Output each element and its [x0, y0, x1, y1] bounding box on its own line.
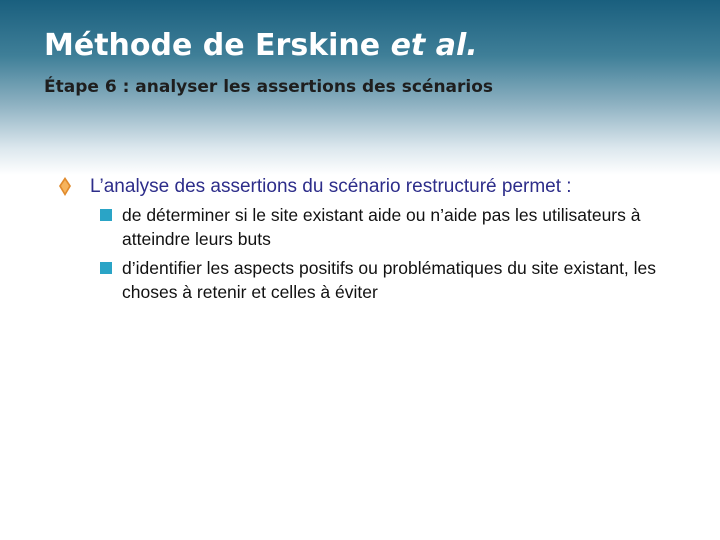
slide-title-main: Méthode de Erskine [44, 28, 391, 63]
sub-point-text: d’identifier les aspects positifs ou problématiques du site existant, les choses à retenir et celles à éviter [122, 258, 657, 302]
sub-point [58, 203, 698, 251]
slide-title-italic: et al. [390, 28, 478, 63]
slide-subtitle: Étape 6 : analyser les assertions des scénarios [44, 77, 494, 97]
orange-diamond-bullet-icon [58, 177, 72, 197]
main-point-text: L’analyse des assertions du scénario restructuré permet : [90, 176, 572, 197]
slide-content [58, 175, 698, 309]
blue-square-bullet-icon [100, 262, 112, 274]
blue-square-bullet-icon [100, 209, 112, 221]
slide-title [44, 28, 478, 63]
sub-point-text: de déterminer si le site existant aide ou n’aide pas les utilisateurs à atteindre leurs buts [122, 205, 641, 249]
sub-point-list [58, 203, 698, 304]
sub-point [58, 256, 698, 304]
main-point [58, 175, 698, 199]
